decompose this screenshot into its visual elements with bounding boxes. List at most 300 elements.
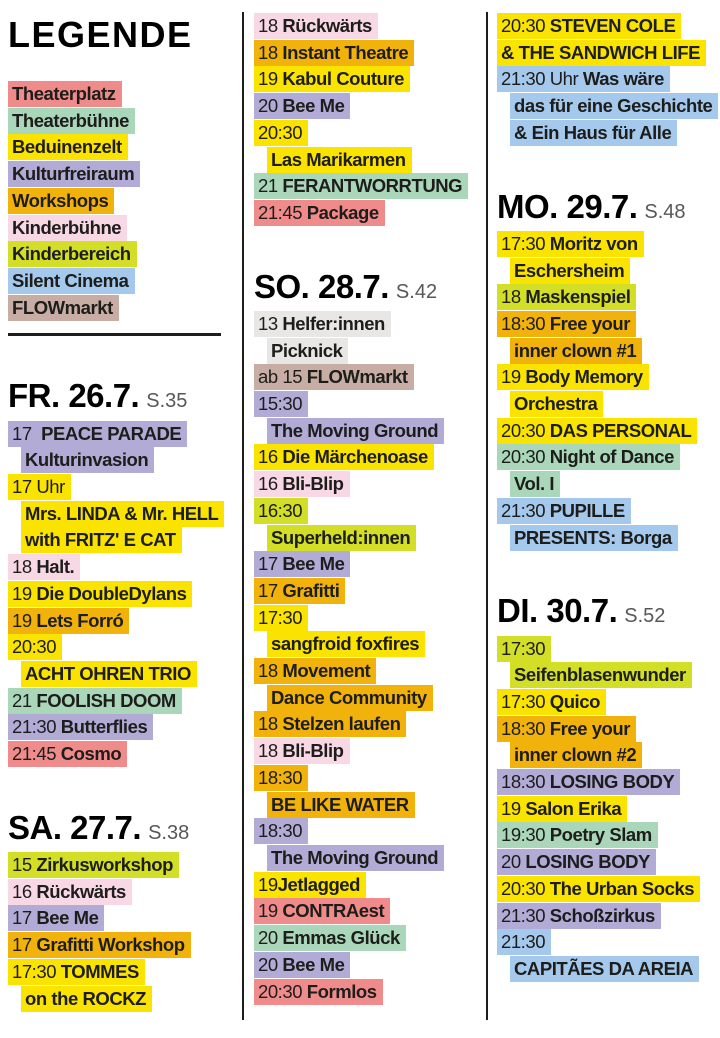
day-page-ref: S.35 [146,390,188,413]
event-line [254,738,482,765]
day-section [254,269,482,1006]
event-time-text: 20:30 [258,121,303,143]
event-time-text: 17:30 [258,606,303,628]
event [497,796,720,823]
program-column-2 [244,0,486,1038]
program-column-1 [0,0,242,1038]
event-line [497,284,720,311]
event-line [8,474,236,501]
event-highlight [8,581,192,607]
event-time-text: 19 [12,609,37,631]
event [254,498,482,551]
legend-item-highlight [8,295,119,321]
event-highlight [497,418,697,444]
event [254,173,482,200]
day-page-ref: S.48 [644,200,686,223]
event-line [254,391,482,418]
event-title-text: Moritz von [549,232,638,254]
event-title-text: FOOLISH DOOM [36,689,176,711]
event [254,979,482,1006]
event-line [497,742,720,769]
event-highlight [497,903,661,929]
event-highlight [254,898,390,924]
event-line [497,391,720,418]
event-line [497,689,720,716]
event-time-text: 20:30 [501,15,550,36]
event-time-text: 19 [258,873,278,895]
event [254,40,482,67]
event [8,905,236,932]
event-highlight [254,40,414,66]
event-title-text: Salon Erika [525,797,622,819]
legend-item-label: Workshops [12,189,109,211]
event-line [8,932,236,959]
event-time-text: 18 [258,660,283,682]
event-highlight [497,849,656,875]
event-time-text: 17:30 [501,690,550,712]
event-line [254,872,482,899]
event-highlight [267,525,416,551]
event [497,636,720,689]
event-line [254,200,482,227]
event-highlight [8,714,153,740]
event-title-text: Formlos [306,980,377,1002]
event [497,903,720,930]
event-title-text: The Moving Ground [271,846,439,868]
event [254,818,482,871]
event [497,311,720,364]
event-line [497,418,720,445]
legend-item-label: Silent Cinema [12,269,129,291]
event-highlight [254,200,385,226]
event-line [254,13,482,40]
event [254,93,482,120]
event [8,608,236,635]
event-title-text: with FRITZ' E CAT [25,529,176,551]
event-time-text: 17:30 [501,637,546,659]
event-highlight [254,120,308,146]
event [8,581,236,608]
event-highlight [497,769,680,795]
event [254,364,482,391]
event-title-text: das für eine Geschichte [514,95,713,117]
event-line [254,418,482,445]
event-title-text: PRESENTS: Borga [514,526,672,548]
day-header [254,269,482,305]
event-line [254,66,482,93]
event-highlight [8,959,145,985]
event-highlight [497,822,658,848]
day-header [8,378,236,414]
event-title-text: Kabul Couture [282,68,404,90]
event-line [254,765,482,792]
event-time-text: 21 [12,689,37,711]
event-time-text: 15 [12,854,37,876]
event-line [497,311,720,338]
event-time-text: 16 [12,880,37,902]
event-line [8,905,236,932]
event-highlight [254,471,350,497]
event [254,13,482,40]
event-highlight [497,444,680,470]
event-title-text: Bli-Blip [282,473,344,495]
event-line [254,952,482,979]
event-time-text: 18 [12,556,37,578]
event-highlight [21,527,182,553]
event-line [497,40,720,67]
event-highlight [254,498,308,524]
event-highlight [510,525,678,551]
event-line [254,631,482,658]
event-highlight [254,765,308,791]
event-line [497,444,720,471]
event [497,231,720,284]
event-line [254,173,482,200]
event-line [8,608,236,635]
event-title-text: FLOWmarkt [306,366,408,388]
event-line [497,636,720,663]
event-highlight [8,741,127,767]
day-header [497,189,720,225]
event-highlight [254,13,378,39]
event-highlight [254,925,406,951]
legend-divider-rule [8,333,221,336]
event-highlight [8,474,71,500]
event-title-text: The Moving Ground [271,419,439,441]
event-highlight [21,661,197,687]
event-line [8,634,236,661]
event-title-text: Picknick [271,339,343,361]
event-highlight [254,551,350,577]
day-section-continued [497,13,720,147]
event-line [497,929,720,956]
event-title-text: Stelzen laufen [282,713,401,735]
event-line [8,986,236,1013]
event [254,66,482,93]
event-line [254,551,482,578]
event [8,852,236,879]
event-time-text: 20:30 [258,980,307,1002]
event [497,498,720,551]
event-time-text: 18 [501,286,526,308]
legend-item-highlight [8,188,114,214]
event-highlight [8,421,187,447]
event-highlight [8,932,191,958]
event-time-text: 19 [501,366,526,388]
event-line [497,903,720,930]
event-line [254,120,482,147]
event-highlight [267,631,425,657]
event-title-text: Vol. I [514,473,555,495]
event-time-text: 13 [258,312,283,334]
legend-item-highlight [8,161,140,187]
event-time-text: 18 [258,41,283,63]
event [254,551,482,578]
event-line [254,40,482,67]
event-title-text: Butterflies [60,716,148,738]
event-line [254,605,482,632]
event-highlight [497,716,636,742]
day-label: MO. 29.7. [497,187,638,225]
event [8,741,236,768]
event-highlight [497,364,649,390]
event-highlight [510,662,692,688]
event-highlight [267,792,415,818]
event-time-text: 21:30 [501,931,546,953]
event-title-text: Maskenspiel [525,286,631,308]
event-title-text: Seifenblasenwunder [514,664,686,686]
day-page-ref: S.42 [395,280,438,303]
event-title-text: Bee Me [282,953,345,975]
legend-item-label: Beduinenzelt [12,136,122,158]
event [254,952,482,979]
event-line [254,711,482,738]
event-title-text: inner clown #2 [514,744,637,766]
event-line [254,525,482,552]
event-title-text: Movement [282,660,371,682]
event-highlight [8,554,80,580]
event-time-text: 17 [258,579,283,601]
event-title-text: Lets Forró [36,609,124,631]
event-title-text: PEACE PARADE [41,422,182,444]
legend-item-label: Kinderbühne [12,216,122,238]
day-page-ref: S.38 [148,821,190,844]
event-line [254,898,482,925]
event-time-text: 19 [258,68,283,90]
event-line [254,979,482,1006]
event-highlight [254,658,376,684]
event-highlight [254,738,350,764]
event-line [497,849,720,876]
event-line [8,501,236,528]
event-title-text: Body Memory [525,366,643,388]
event-time-text: 18 [258,713,283,735]
event [8,634,236,687]
event-highlight [267,338,348,364]
event-time-text: 20:30 [12,636,57,658]
event-title-text: Mrs. LINDA & Mr. HELL [25,502,219,524]
event [254,200,482,227]
legend-item [8,81,236,108]
event-line [8,581,236,608]
event-highlight [497,13,681,39]
event-highlight [254,979,383,1005]
event-time-text: 17 [12,934,37,956]
event-highlight [497,689,606,715]
event-line [254,444,482,471]
event-highlight [8,608,129,634]
event-time-text: 21:30 [501,499,550,521]
legend-item [8,134,236,161]
event-time-text: 20 [258,953,283,975]
event [254,391,482,444]
legend-item-highlight [8,215,127,241]
event-time-text: 17 Uhr [12,476,65,498]
event-time-text: ab 15 [258,366,307,388]
event-highlight [254,578,345,604]
event-highlight [267,418,444,444]
event-highlight [254,93,350,119]
event-time-text: 21:30 [12,716,61,738]
event [254,898,482,925]
event-title-text: Las Marikarmen [271,148,406,170]
event-title-text: Bli-Blip [282,740,344,762]
event-line [8,661,236,688]
event [8,554,236,581]
event-title-text: FERANTWORRTUNG [282,175,463,197]
event-line [497,66,720,93]
event [8,688,236,715]
event-title-text: inner clown #1 [514,339,637,361]
event-title-text: Free your [549,717,631,739]
event [8,932,236,959]
legend-item-label: Theaterbühne [12,109,129,131]
event-time-text: 18:30 [258,820,303,842]
event-line [497,471,720,498]
event [497,689,720,716]
event-title-text: Kulturinvasion [25,449,149,471]
event-time-text: 19 [12,582,37,604]
day-label: FR. 26.7. [8,377,140,415]
event-line [497,338,720,365]
event [254,872,482,899]
legend-item-highlight [8,108,135,134]
event-title-text: sangfroid foxfires [271,633,420,655]
event-time-text: 19 [258,900,283,922]
event-line [497,498,720,525]
legend-title: LEGENDE [8,14,193,55]
event-title-text: Die DoubleDylans [36,582,187,604]
event [497,13,720,66]
day-section [8,810,236,1013]
legend-item-highlight [8,81,122,107]
event-line [8,688,236,715]
event [497,769,720,796]
event-highlight [21,447,154,473]
event-title-text: DAS PERSONAL [549,419,692,441]
event-time-text: 19 [501,797,526,819]
event-line [497,769,720,796]
event-time-text: 21 [258,175,283,197]
legend-item-label: Kulturfreiraum [12,163,135,185]
event-highlight [510,93,718,119]
event-title-text: Rückwärts [282,15,372,36]
event [254,925,482,952]
event-highlight [8,905,104,931]
event-time-text: 21:45 [258,201,307,223]
event-highlight [8,852,179,878]
event-highlight [8,688,182,714]
day-section [497,593,720,982]
event-highlight [254,872,366,898]
event-highlight [8,634,62,660]
event-line [8,527,236,554]
event-title-text: Bee Me [282,95,345,117]
event-highlight [497,876,700,902]
event-time-text: 19:30 [501,824,550,846]
event-line [497,525,720,552]
event-time-text: 16 [258,473,283,495]
event-title-text: CAPITÃES DA AREIA [514,957,694,979]
event-title-text: LOSING BODY [549,771,675,793]
event-line [8,852,236,879]
event-highlight [510,471,560,497]
legend-item-highlight [8,134,128,160]
event-highlight [267,147,412,173]
event [254,578,482,605]
day-label: SA. 27.7. [8,808,142,846]
event-title-text: LOSING BODY [525,851,650,873]
event-line [254,845,482,872]
event-title-text: Cosmo [60,743,122,765]
event-line [497,258,720,285]
event-time-text: 16 [258,446,283,468]
event-title-text: Die Märchenoase [282,446,428,468]
event-line [254,818,482,845]
event-highlight [254,66,410,92]
event-line [8,741,236,768]
event-line [8,447,236,474]
event-time-text: 17 [12,907,37,929]
event-title-text: Grafitti Workshop [36,934,185,956]
legend-item-label: Theaterplatz [12,83,116,104]
event-highlight [254,711,406,737]
day-section-continued [254,13,482,227]
event-time-text: 18:30 [501,717,550,739]
event-highlight [21,501,224,527]
event [254,738,482,765]
event-line [254,93,482,120]
event-line [8,879,236,906]
event-title-text: Bee Me [36,907,99,929]
event-highlight [497,636,551,662]
event-line [497,876,720,903]
event [497,876,720,903]
event [8,714,236,741]
event-line [254,498,482,525]
event-time-text: 17 [12,422,42,444]
event-title-text: TOMMES [60,960,139,982]
event-time-text: 17:30 [12,960,61,982]
event-highlight [254,173,468,199]
event-title-text: Night of Dance [549,446,674,468]
legend-item [8,241,236,268]
event-title-text: CONTRAest [282,900,385,922]
event [497,66,720,146]
event-title-text: Poetry Slam [549,824,652,846]
event-time-text: 17:30 [501,232,550,254]
legend-item [8,295,236,322]
event [8,879,236,906]
event-title-text: PUPILLE [549,499,625,521]
day-header [497,593,720,629]
event-time-text: 20:30 [501,446,550,468]
event [254,605,482,658]
event [497,849,720,876]
event-highlight [254,605,308,631]
event [497,929,720,982]
event-title-text: Free your [549,312,631,334]
legend-item [8,268,236,295]
legend-item [8,188,236,215]
event-highlight [510,120,677,146]
event-highlight [21,986,152,1012]
event-title-text: Zirkusworkshop [36,854,173,876]
event-title-text: Rückwärts [36,880,126,902]
event-time-text: 17 [258,553,283,575]
event [497,364,720,417]
event-time-text: 20:30 [501,419,550,441]
